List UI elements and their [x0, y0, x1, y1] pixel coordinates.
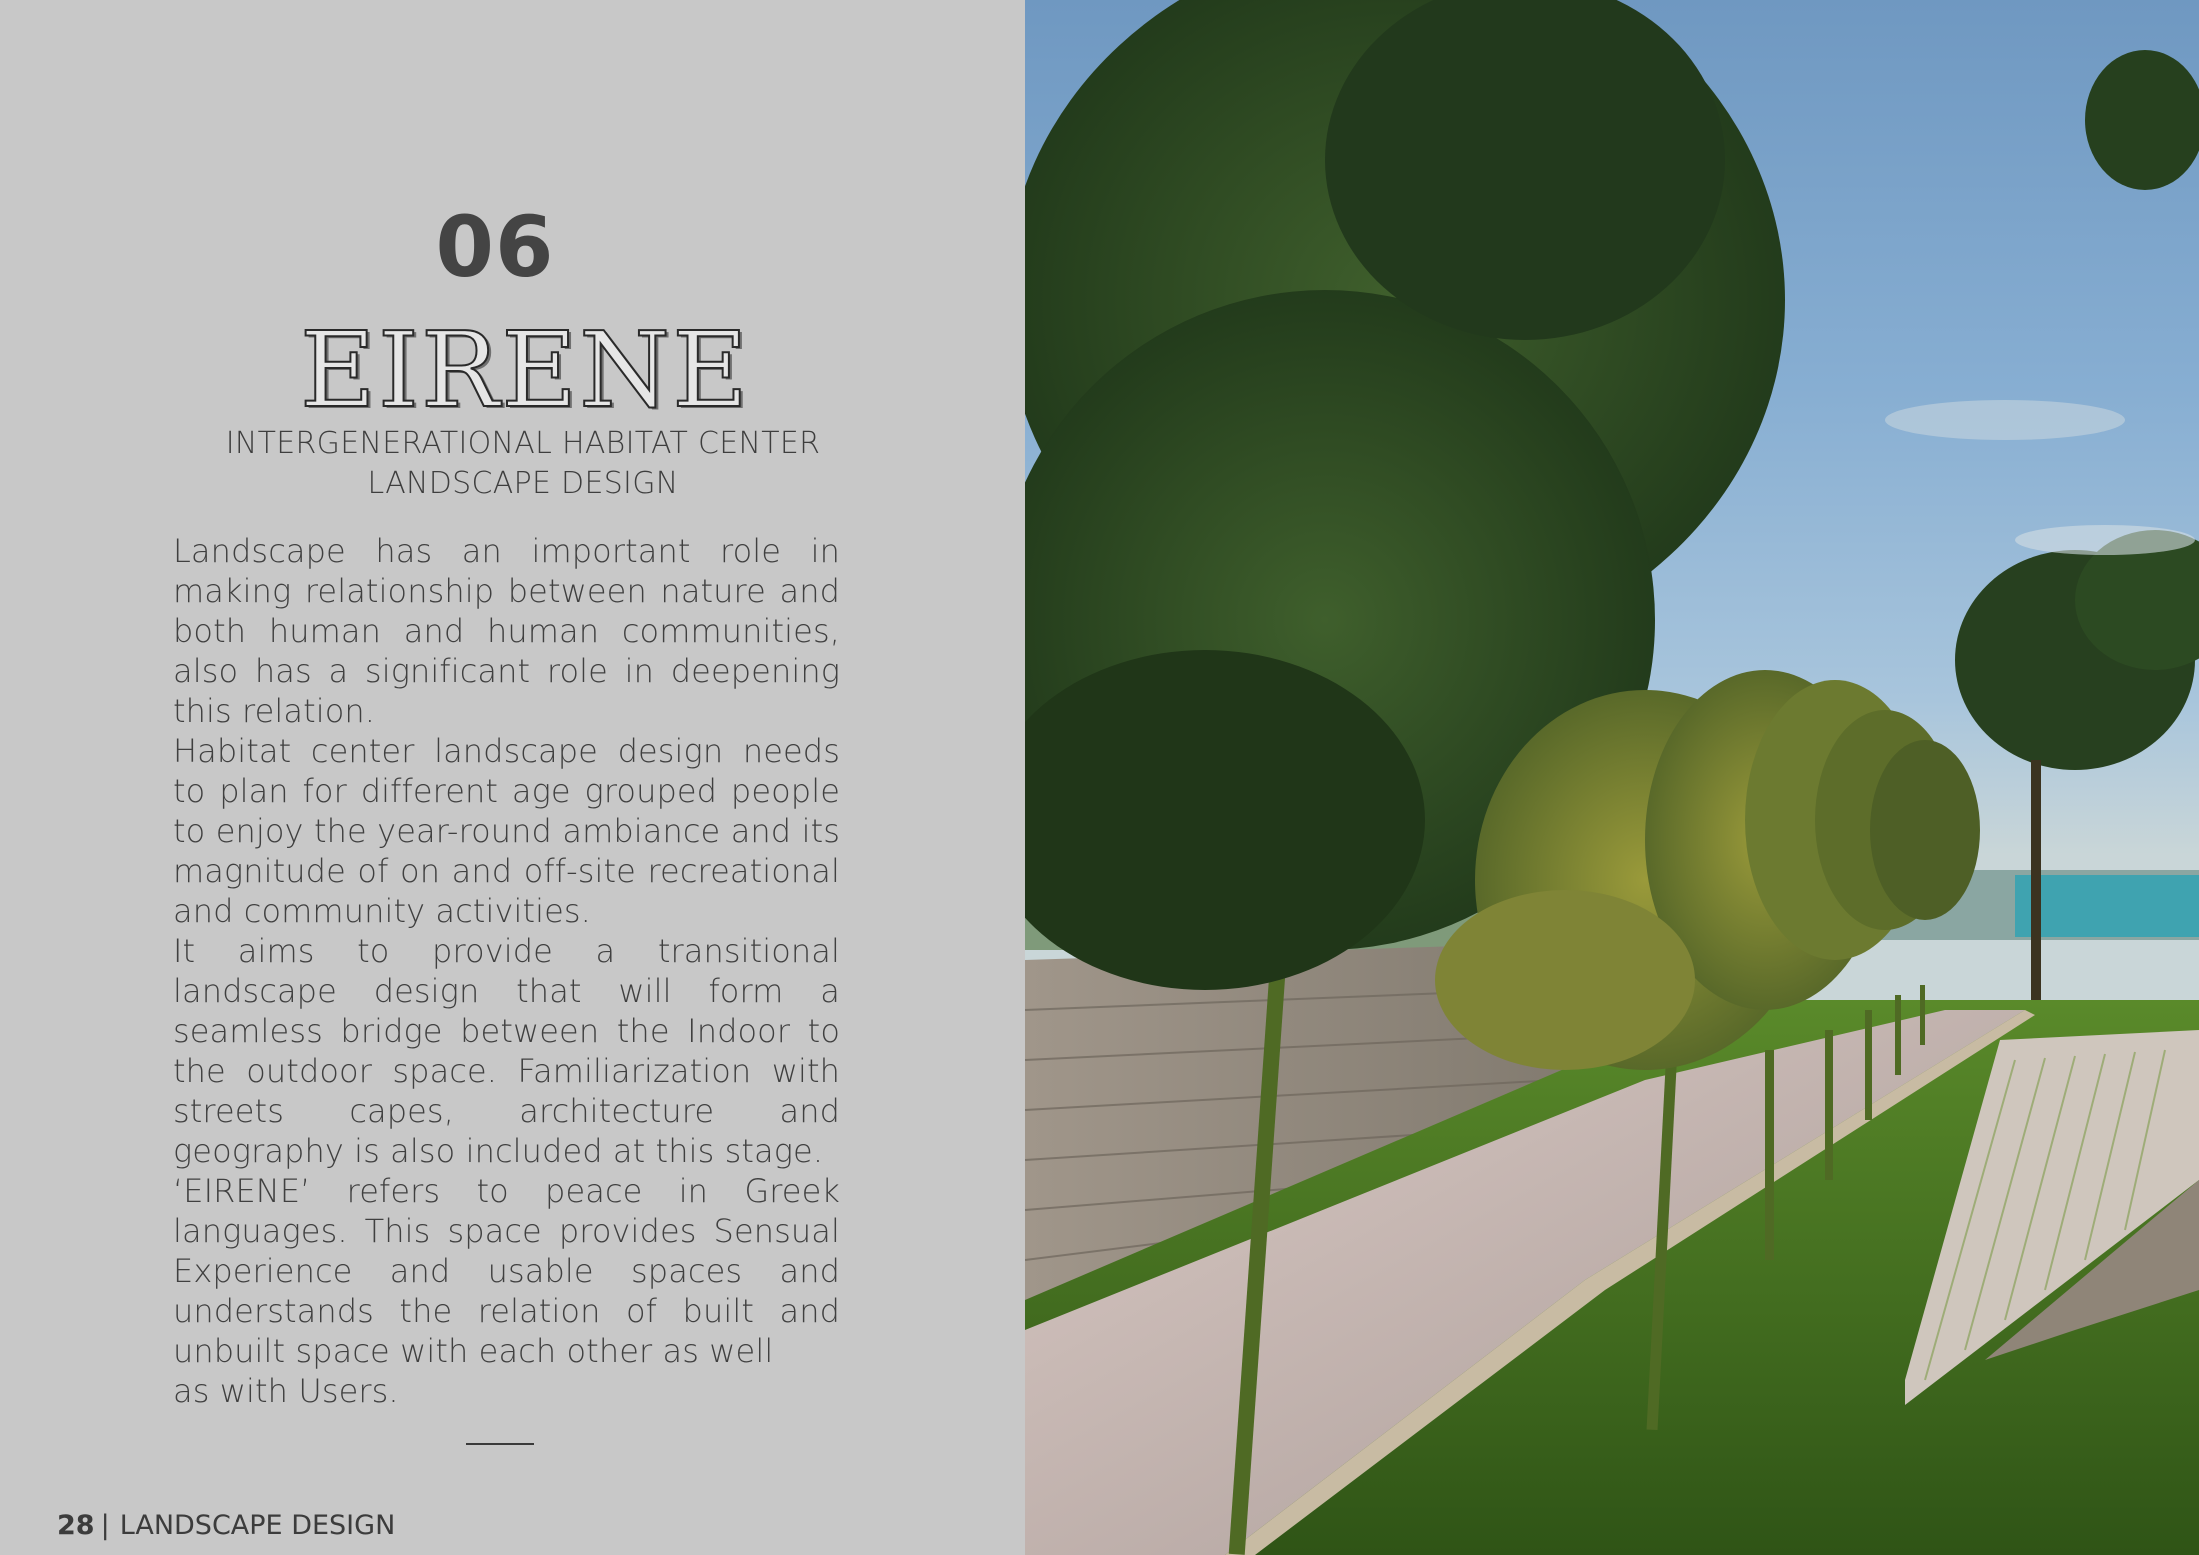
- text-panel: [0, 0, 1025, 1555]
- project-title: EIRENE: [299, 309, 751, 431]
- paragraph: as with Users.: [173, 1372, 399, 1410]
- paragraph: It aims to provide a transitional landscape design that will form a seamless bridge between the Indoor to the outdoor space. Familiarization with streets capes, architecture and geography is also included at this stage.: [173, 932, 840, 1170]
- footer-section-label: LANDSCAPE DESIGN: [119, 1510, 396, 1541]
- landscape-render-photo: [1025, 0, 2199, 1555]
- landscape-render-illustration: [1025, 0, 2199, 1555]
- paragraph: Landscape has an important role in making relationship between nature and both human and human communities, also has a significant role in deepening this relation.: [173, 532, 840, 730]
- subtitle-line: LANDSCAPE DESIGN: [367, 466, 679, 501]
- page-number: 28: [57, 1510, 95, 1541]
- footer-separator: |: [100, 1510, 110, 1541]
- page-footer: [57, 1510, 395, 1541]
- paragraph: ‘EIRENE’ refers to peace in Greek languages. This space provides Sensual Experience and usable spaces and understands the relation of built and unbuilt space with each other as well: [173, 1172, 840, 1370]
- body-text: [173, 531, 840, 1411]
- section-number: 06: [435, 198, 555, 296]
- paragraph: Habitat center landscape design needs to plan for different age grouped people to enjoy the year-round ambiance and its magnitude of on and off-site recreational and community activities.: [173, 732, 840, 930]
- subtitle-line: INTERGENERATIONAL HABITAT CENTER: [225, 426, 821, 461]
- divider: [466, 1443, 534, 1445]
- subtitle: [0, 424, 1046, 504]
